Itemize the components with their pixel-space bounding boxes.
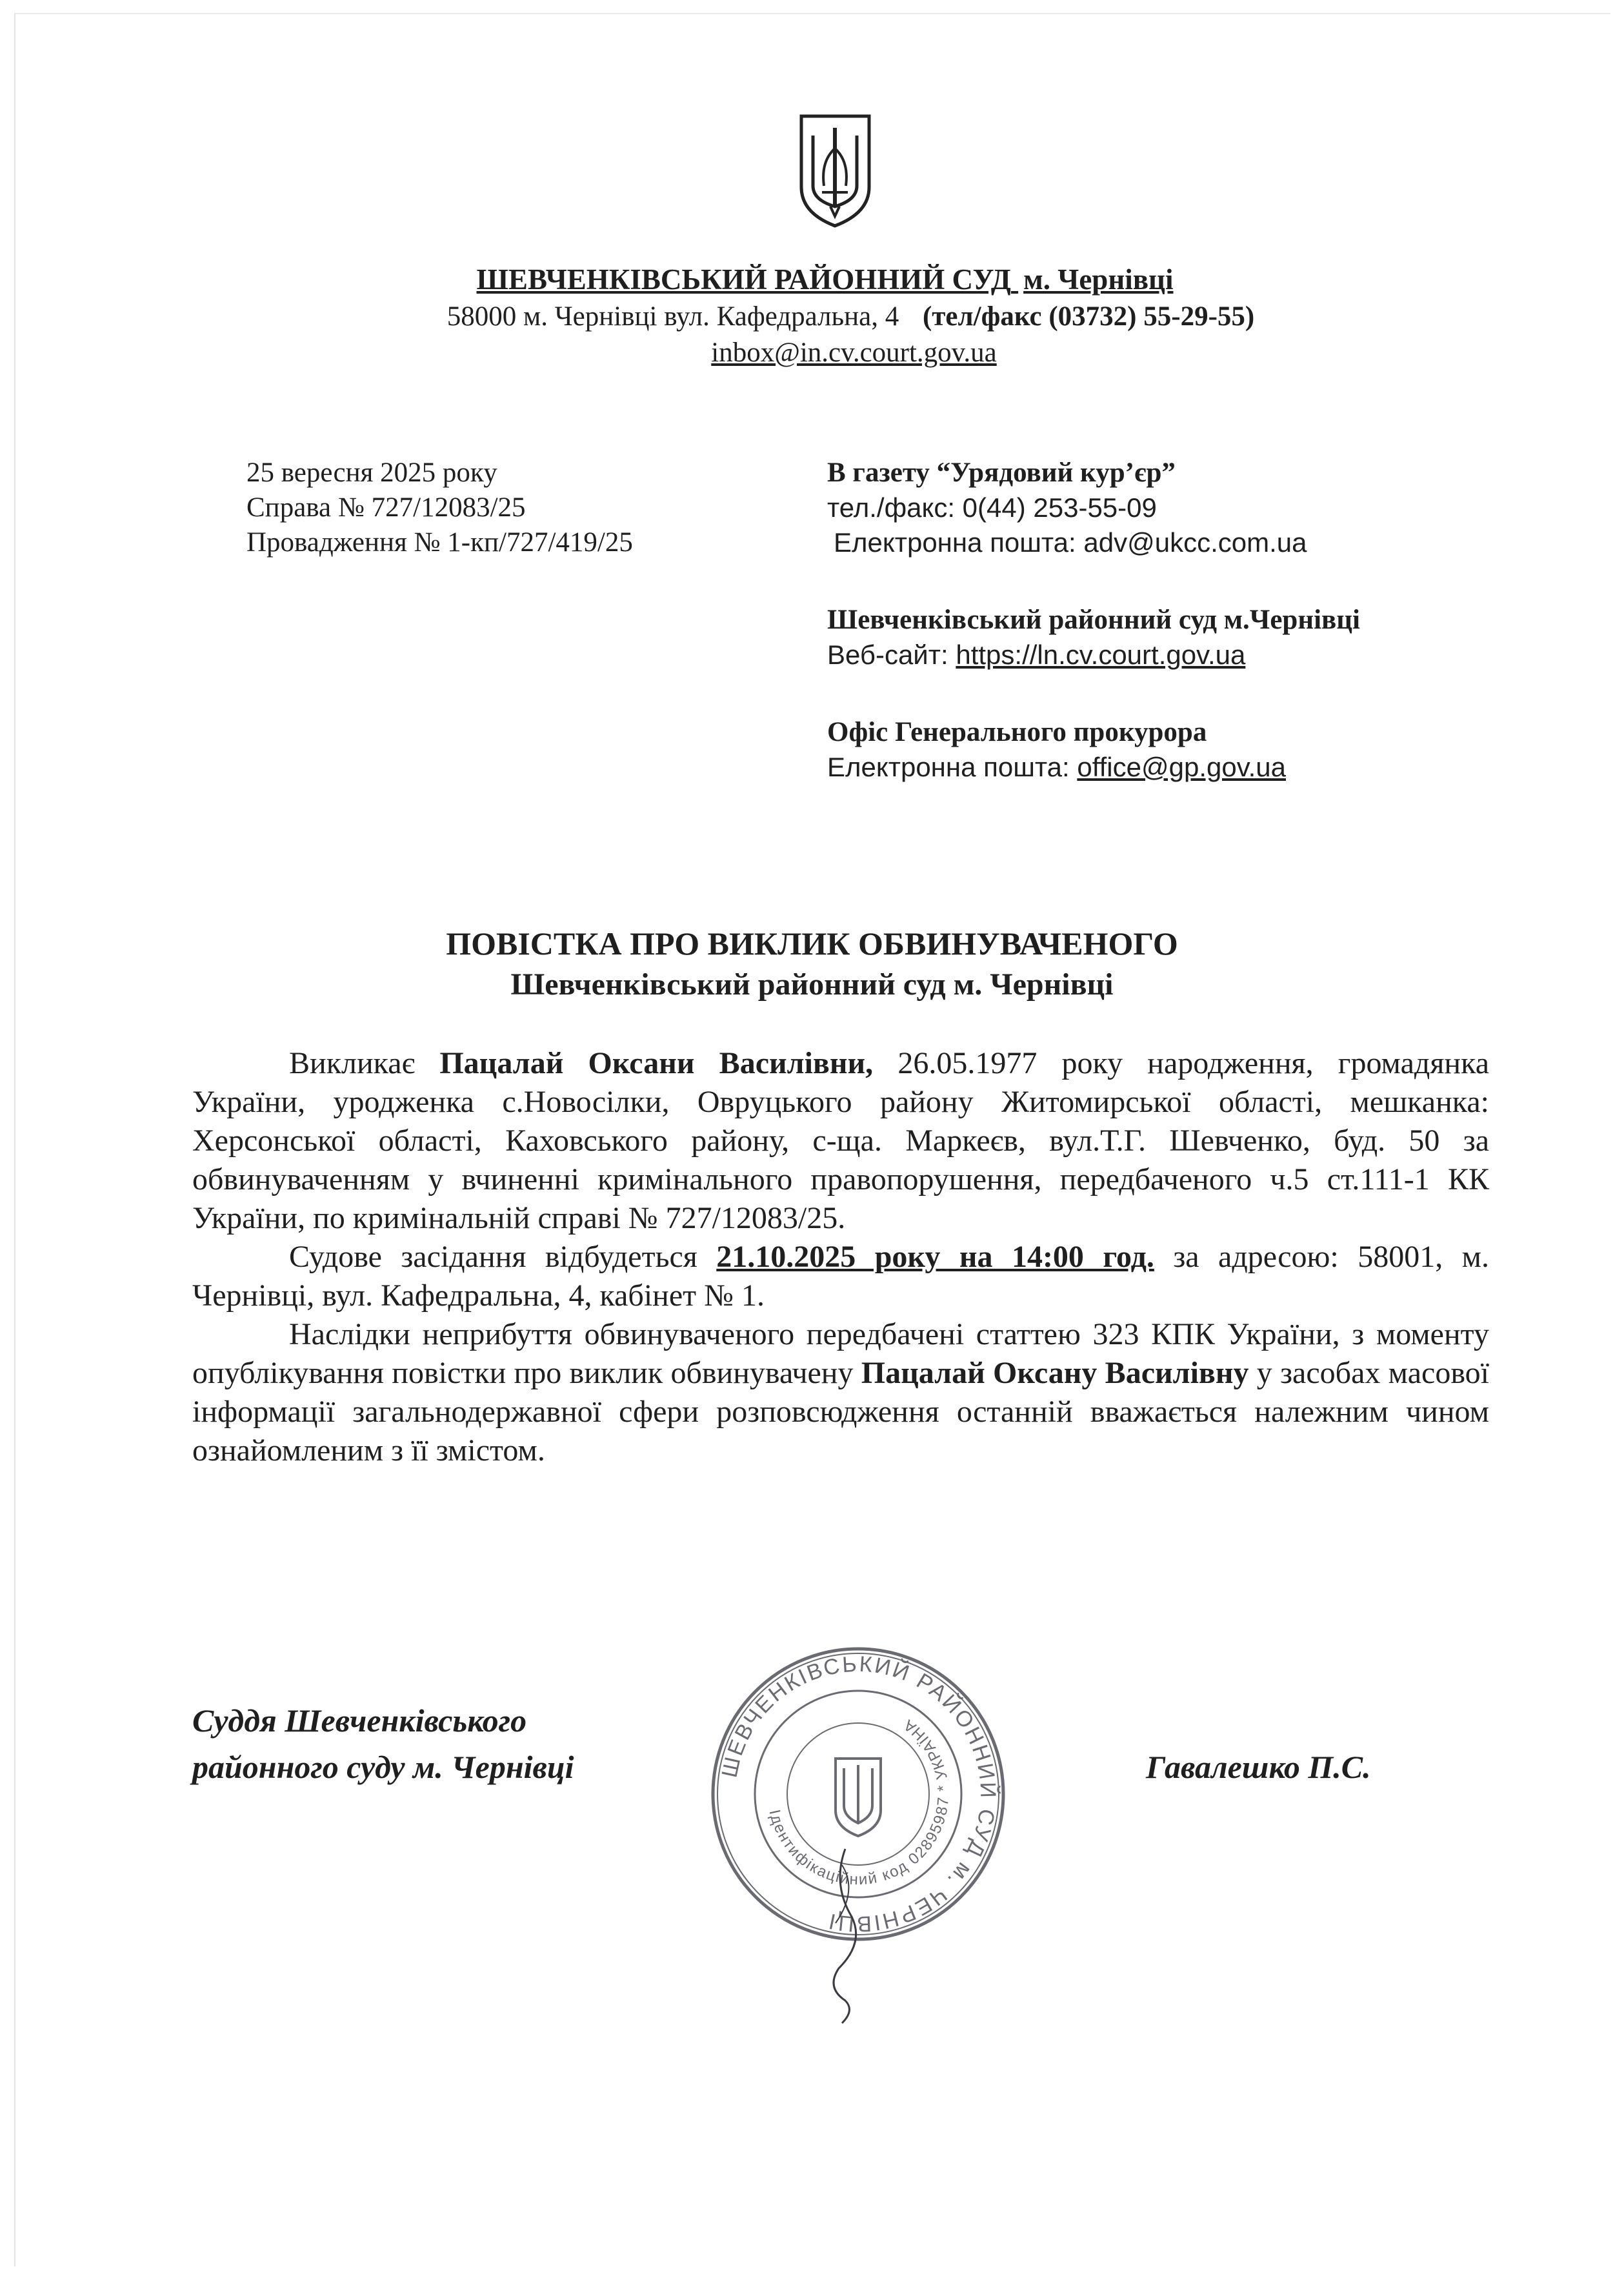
court-address-line — [77, 299, 1624, 335]
accused-name: Пацалай Оксани Василівни, — [439, 1046, 874, 1080]
recipient-email[interactable]: office@gp.gov.ua — [1077, 752, 1286, 782]
title-sub: Шевченківський районний суд м. Чернівці — [510, 967, 1114, 1002]
trident-icon — [795, 110, 876, 229]
proceeding-number: Провадження № 1-кп/727/419/25 — [246, 527, 633, 558]
text: у засобах масової інформації загальнодержавної сфери розповсюдження останній вважається належним чином ознайомленим з її змістом. — [192, 1356, 1489, 1468]
recipient-email-line — [827, 525, 1360, 560]
paragraph-consequences — [192, 1315, 1489, 1470]
recipient-website-line — [827, 638, 1360, 672]
judge-title-line1: Суддя Шевченківського — [192, 1702, 527, 1739]
hearing-datetime: 21.10.2025 року на 14:00 год. — [716, 1240, 1154, 1274]
recipient-prosecutor — [827, 715, 1360, 785]
court-city: м. Чернівці — [1023, 263, 1174, 296]
recipient-email-label: Електронна пошта: — [834, 527, 1084, 558]
recipient-email[interactable]: adv@ukcc.com.ua — [1083, 527, 1307, 558]
court-name: ШЕВЧЕНКІВСЬКИЙ РАЙОННИЙ СУД — [476, 263, 1011, 296]
document-title — [0, 923, 1624, 1005]
recipient-email-line — [827, 750, 1360, 785]
document-date: 25 вересня 2025 року — [246, 458, 497, 488]
recipient-newspaper — [827, 456, 1360, 560]
paragraph-hearing — [192, 1238, 1489, 1315]
recipients-block — [827, 456, 1360, 827]
court-email[interactable]: inbox@in.cv.court.gov.ua — [711, 338, 997, 368]
judge-title — [192, 1697, 574, 1790]
recipient-email-label: Електронна пошта: — [827, 752, 1078, 782]
accused-name: Пацалай Оксану Василівну — [861, 1356, 1249, 1390]
recipient-name: Шевченківський районний суд м.Чернівці — [827, 605, 1360, 635]
recipient-court — [827, 603, 1360, 672]
handwritten-signature — [807, 1846, 884, 2026]
court-address: 58000 м. Чернівці вул. Кафедральна, 4 — [446, 301, 899, 332]
text: Судове засідання відбудеться — [289, 1240, 717, 1274]
recipient-name: Офіс Генерального прокурора — [827, 717, 1207, 747]
paragraph-summons — [192, 1044, 1489, 1238]
recipient-name: В газету “Урядовий кур’єр” — [827, 458, 1176, 488]
seal-trident-icon — [836, 1759, 881, 1836]
case-number: Справа № 727/12083/25 — [246, 492, 526, 523]
seal-inner-text: Ідентифікаційний код 02895987 * УКРАЇНА — [765, 1715, 953, 1889]
recipient-website[interactable]: https://ln.cv.court.gov.ua — [956, 640, 1246, 670]
title-main: ПОВІСТКА ПРО ВИКЛИК ОБВИНУВАЧЕНОГО — [446, 925, 1178, 962]
text: Наслідки неприбуття обвинуваченого передбачені статтею 323 КПК України, з моменту опублікування повістки про виклик обвинувачену — [192, 1317, 1489, 1390]
court-phone: (тел/факс (03732) 55-29-55) — [922, 301, 1255, 332]
summons-body — [192, 1044, 1489, 1470]
court-header — [0, 261, 1624, 371]
text: 26.05.1977 року народження, громадянка України, уродженка с.Новосілки, Овруцького району Житомирської області, мешканка: Херсонської області, Каховського району, с-ща. Маркеєв, вул.Т.Г. Шевченко, буд. 50 за обвинуваченням у вчиненні кримінального правопорушення, передбаченого ч.5 ст.111-1 КК України, по кримінальній справі № 727/12083/25. — [192, 1046, 1489, 1235]
court-name-line — [26, 261, 1624, 298]
text: Викликає — [289, 1046, 440, 1080]
judge-name: Гавалешко П.С. — [1146, 1749, 1371, 1785]
judge-title-line2: районного суду м. Чернівці — [192, 1749, 574, 1785]
text: за адресою: 58001, м. Чернівці, вул. Кафедральна, 4, кабінет № 1. — [192, 1240, 1490, 1313]
case-meta — [246, 456, 633, 560]
recipient-phone: тел./факс: 0(44) 253-55-09 — [827, 492, 1157, 523]
seal-outer-text: ШЕВЧЕНКІВСЬКИЙ РАЙОННИЙ СУД м. ЧЕРНІВЦІ — [717, 1651, 1001, 1937]
recipient-website-label: Веб-сайт: — [827, 640, 956, 670]
